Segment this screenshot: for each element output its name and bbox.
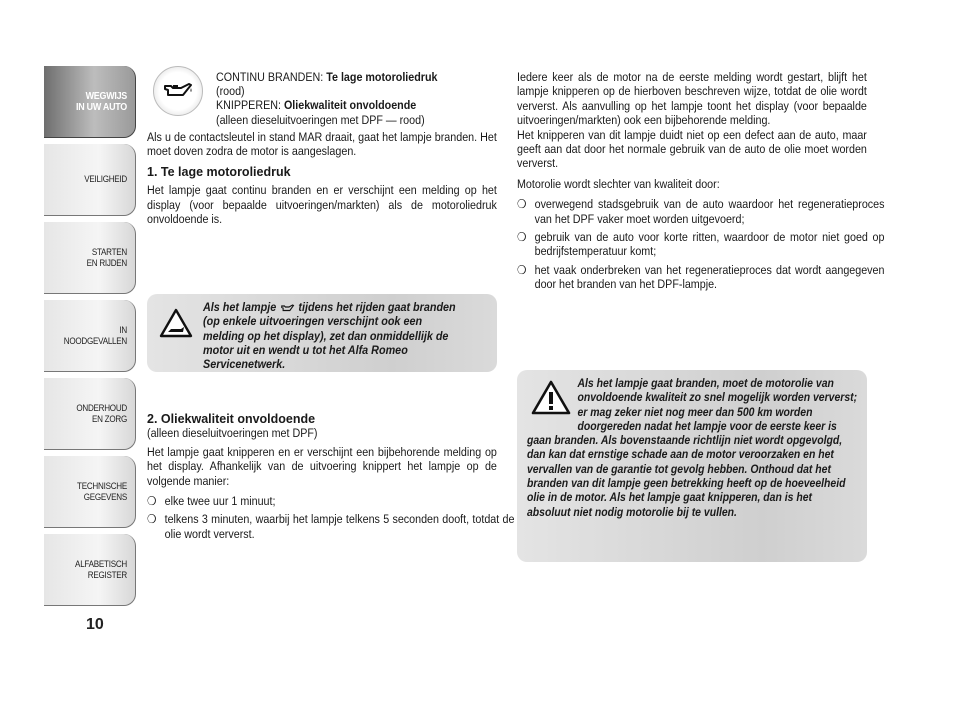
tab-technische[interactable]: TECHNISCHE GEGEVENS	[44, 456, 136, 528]
knipperen-sub: (alleen dieseluitvoeringen met DPF — rood)	[216, 112, 425, 127]
tab-veiligheid[interactable]: VEILIGHEID	[44, 144, 136, 216]
tab-register[interactable]: ALFABETISCH REGISTER	[44, 534, 136, 606]
page-number: 10	[86, 616, 104, 633]
intro-paragraph: Als u de contactsleutel in stand MAR draait, gaat het lampje branden. Het moet doven zodra de motor is aangeslagen.	[147, 130, 497, 159]
oil-can-icon	[162, 80, 194, 100]
section-heading-1: 1. Te lage motoroliedruk	[147, 164, 291, 179]
blink-pattern-list	[147, 494, 515, 541]
warning-box-pressure: Als het lampje tijdens het rijden gaat branden (op enkele uitvoeringen verschijnt ook een melding op het display), zet dan onmiddellijk de motor uit en wendt u tot het Alfa Romeo Servicenetwerk.	[147, 294, 497, 372]
continu-value: Te lage motoroliedruk	[326, 70, 438, 84]
oil-lamp-badge	[153, 66, 203, 116]
tab-noodgevallen[interactable]: IN NOODGEVALLEN	[44, 300, 136, 372]
right-paragraph-2: Het knipperen van dit lampje duidt niet op een defect aan de auto, maar geeft aan dat door het normale gebruik van de auto de olie moet worden ververst.	[517, 127, 867, 171]
right-column	[517, 70, 885, 296]
tab-onderhoud[interactable]: ONDERHOUD EN ZORG	[44, 378, 136, 450]
section-heading-2: 2. Oliekwaliteit onvoldoende	[147, 412, 316, 426]
continu-sub: (rood)	[216, 84, 245, 99]
section-1-paragraph: Het lampje gaat continu branden en er verschijnt een melding op het display (voor bepaalde uitvoeringen/markten) als de motoroliedruk onvoldoende is.	[147, 183, 497, 227]
tab-wegwijs[interactable]: WEGWIJS IN UW AUTO	[44, 66, 136, 138]
knipperen-value: Oliekwaliteit onvoldoende	[283, 98, 417, 113]
list-item: ❍ het vaak onderbreken van het regeneratieproces dat wordt aangegeven door het branden van het DPF-lampje.	[517, 262, 885, 292]
left-column-upper	[147, 130, 497, 232]
list-item: ❍ gebruik van de auto voor korte ritten, waardoor de motor niet goed op bedrijfstemperatuur komt;	[517, 230, 885, 259]
left-column-lower	[147, 412, 515, 545]
warning-triangle-icon	[159, 308, 193, 338]
right-paragraph-1: Iedere keer als de motor na de eerste melding wordt gestart, blijft het lampje knipperen op de hierboven beschreven wijze, totdat de olie wordt ververst. Als aanvulling op het lampje toont het display (voor bepaalde uitvoeringen/markten) ook een bijbehorende melding.	[517, 70, 867, 128]
tab-starten[interactable]: STARTEN EN RIJDEN	[44, 222, 136, 294]
warning-box-oil-quality	[517, 370, 867, 562]
oil-degradation-list	[517, 197, 885, 292]
section-2-paragraph: Het lampje gaat knipperen en er verschijnt een bijbehorende melding op het display. Afhankelijk van de uitvoering knippert het lampje op de volgende manier:	[147, 444, 497, 488]
section-2-sub: (alleen dieseluitvoeringen met DPF)	[147, 426, 318, 441]
lamp-status-block: CONTINU BRANDEN: Te lage motoroliedruk (rood) KNIPPEREN: Oliekwaliteit onvoldoende (alleen dieseluitvoeringen met DPF — rood)	[216, 70, 471, 127]
right-paragraph-3: Motorolie wordt slechter van kwaliteit door:	[517, 176, 720, 191]
oil-quality-warning-text: Als het lampje gaat branden, moet de motorolie van onvoldoende kwaliteit zo snel mogelijk worden ververst; er mag zeker niet nog meer dan 500 km worden doorgereden nadat het lampje voor de eerste keer is gaan branden. Als bovenstaande richtlijn niet wordt opgevolgd, dan kan dat ernstige schade aan de motor veroorzaken en het vervallen van de garantie tot gevolg hebben. Onthoud dat het branden van dit lampje geen betrekking heeft op de hoeveelheid olie in de motor. Als het lampje gaat knipperen, dan is het absoluut niet nodig motorolie bij te vullen.	[527, 376, 858, 519]
list-item: ❍ overwegend stadsgebruik van de auto waardoor het regeneratieproces van het DPF vaker moet worden uitgevoerd;	[517, 197, 885, 226]
oil-can-icon	[279, 303, 295, 313]
list-item: ❍ elke twee uur 1 minuut;	[147, 494, 276, 509]
list-item: ❍ telkens 3 minuten, waarbij het lampje telkens 5 seconden dooft, totdat de olie wordt ververst.	[147, 512, 515, 541]
